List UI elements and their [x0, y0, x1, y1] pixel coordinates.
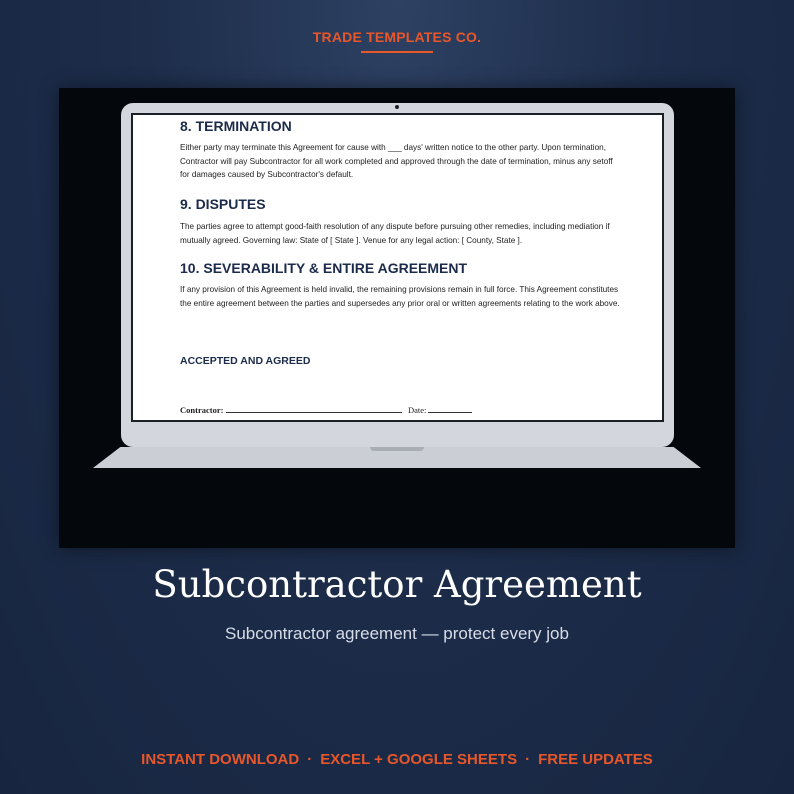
- separator-dot: ·: [307, 751, 313, 768]
- section-heading-disputes: 9. DISPUTES: [180, 196, 266, 212]
- contractor-signature-blank: [226, 411, 402, 413]
- section-heading-severability: 10. SEVERABILITY & ENTIRE AGREEMENT: [180, 260, 468, 276]
- feature-strip: [0, 751, 794, 768]
- page-title: Subcontractor Agreement: [152, 563, 642, 606]
- section-heading-termination: 8. TERMINATION: [180, 118, 292, 134]
- webcam-icon: [395, 105, 399, 109]
- laptop-notch: [370, 447, 424, 451]
- contractor-label: Contractor:: [180, 405, 224, 415]
- separator-dot: ·: [525, 751, 531, 768]
- feature-instant-download: INSTANT DOWNLOAD: [141, 751, 300, 768]
- section-body-severability: If any provision of this Agreement is held invalid, the remaining provisions remain in full force. This Agreement constitutes the entire agreement between the parties and supersedes any prior oral or written agreements relating to the work above.: [180, 285, 620, 308]
- date-blank: [428, 411, 472, 413]
- page-subtitle: Subcontractor agreement — protect every job: [225, 624, 569, 643]
- section-body-disputes: The parties agree to attempt good-faith resolution of any dispute before pursuing other remedies, including mediation if mutually agreed. Governing law: State of [ State ]. Venue for any legal action: [ County, State ].: [180, 222, 610, 245]
- brand-name: TRADE TEMPLATES CO.: [312, 29, 482, 45]
- signature-line: [180, 405, 472, 415]
- accepted-heading: ACCEPTED AND AGREED: [180, 355, 311, 367]
- laptop-screen: [131, 113, 664, 422]
- section-body-termination: Either party may terminate this Agreement for cause with ___ days' written notice to the other party. Upon termination, Contractor will pay Subcontractor for all work completed and approved through the date of termination, minus any setoff for damages caused by Subcontractor's default.: [180, 143, 613, 179]
- date-label: Date:: [407, 405, 427, 415]
- feature-free-updates: FREE UPDATES: [538, 751, 653, 768]
- brand-underline: [361, 51, 433, 53]
- feature-excel-google-sheets: EXCEL + GOOGLE SHEETS: [320, 751, 518, 768]
